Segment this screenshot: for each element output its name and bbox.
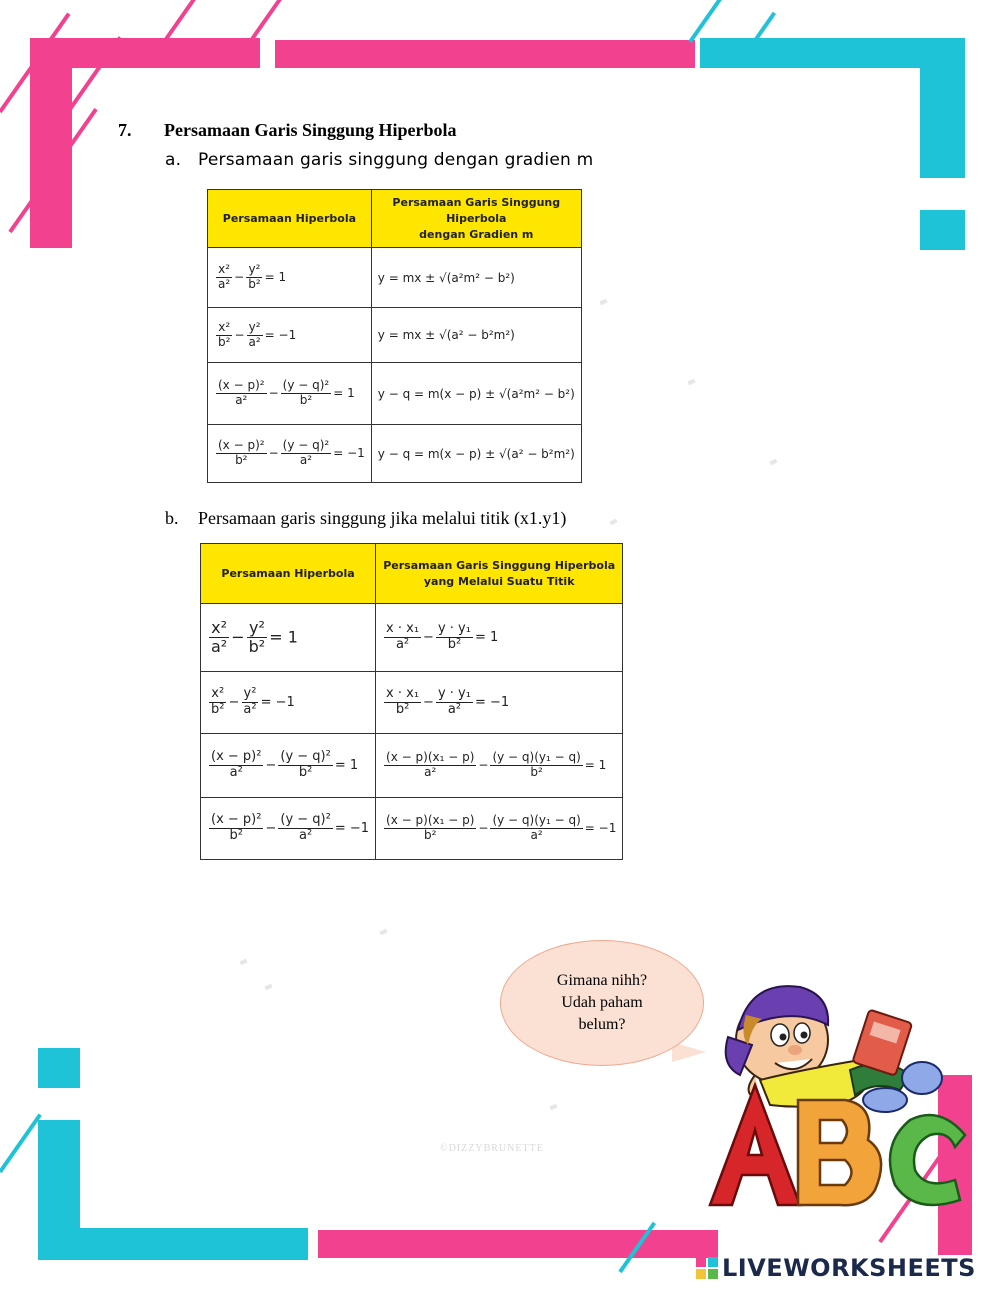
table-row: [201, 734, 623, 798]
frame-right-vertical-bar: [920, 38, 965, 178]
formula-tangent: $\frac{\text{x · x₁}}{\text{b²}}$ − $\frac{\text{y · y₁}}{\text{a²}}$ = −1: [376, 672, 623, 734]
speech-line-3: belum?: [578, 1016, 626, 1033]
table-row: [201, 604, 623, 672]
cartoon-boy-abc-illustration: [700, 975, 1000, 1240]
table-gradient-tangent: [207, 189, 582, 483]
confetti: [379, 929, 387, 936]
formula-hyperbola: $\frac{\text{x²}}{\text{a²}}$ − $\frac{\text{y²}}{\text{b²}}$ = 1: [201, 604, 376, 672]
frame-bottom-mid-bar: [318, 1230, 718, 1258]
table-b-header-col2-line2: yang Melalui Suatu Titik: [423, 574, 575, 588]
table-row: [208, 363, 582, 425]
formula-tangent: y = mx ± √(a² − b²m²): [371, 308, 581, 363]
formula-hyperbola: $\frac{\text{(x − p)²}}{\text{b²}}$ − $\frac{\text{(y − q)²}}{\text{a²}}$ = −1: [208, 425, 372, 483]
formula-tangent: y − q = m(x − p) ± √(a²m² − b²): [371, 363, 581, 425]
deco-stripe: [0, 1114, 42, 1174]
formula-tangent: y = mx ± √(a²m² − b²): [371, 248, 581, 308]
formula-hyperbola: $\frac{\text{x²}}{\text{a²}}$ − $\frac{\text{y²}}{\text{b²}}$ = 1: [208, 248, 372, 308]
deco-stripe: [688, 0, 726, 43]
subheading-a: [165, 150, 593, 170]
frame-right-square: [920, 210, 965, 250]
section-heading: [118, 120, 457, 141]
table-b-header-col1: Persamaan Hiperbola: [201, 544, 376, 604]
speech-line-2: Udah paham: [561, 994, 643, 1011]
frame-bottom-left-square: [38, 1048, 80, 1088]
table-row: [208, 425, 582, 483]
table-row: [208, 308, 582, 363]
table-a-header-col2-line1: Persamaan Garis Singgung Hiperbola: [392, 195, 561, 225]
section-number: 7.: [118, 120, 132, 140]
table-a-header-col2-line2: dengan Gradien m: [419, 227, 534, 241]
section-title: Persamaan Garis Singgung Hiperbola: [164, 120, 457, 140]
frame-left-vertical-bar: [30, 38, 72, 248]
subheading-a-text: Persamaan garis singgung dengan gradien m: [198, 150, 594, 170]
table-row: [208, 248, 582, 308]
table-a-header-col1: Persamaan Hiperbola: [208, 190, 372, 248]
confetti: [239, 959, 247, 966]
confetti: [687, 379, 695, 386]
brand-text: LIVEWORKSHEETS: [722, 1254, 976, 1282]
table-b-header-col2: [376, 544, 623, 604]
formula-tangent: $\frac{\text{(x − p)(x₁ − p)}}{\text{a²}}$ − $\frac{\text{(y − q)(y₁ − q)}}{\text{b²}}$ = 1: [376, 734, 623, 798]
table-point-tangent: [200, 543, 623, 860]
deco-stripe: [248, 0, 291, 43]
formula-tangent: $\frac{\text{(x − p)(x₁ − p)}}{\text{b²}}$ − $\frac{\text{(y − q)(y₁ − q)}}{\text{a²}}$ = −1: [376, 798, 623, 860]
table-row: [201, 672, 623, 734]
formula-hyperbola: $\frac{\text{(x − p)²}}{\text{a²}}$ − $\frac{\text{(y − q)²}}{\text{b²}}$ = 1: [208, 363, 372, 425]
watermark: ©DIZZYBRUNETTE: [440, 1143, 544, 1154]
frame-top-mid-bar: [275, 40, 695, 68]
logo-blocks-icon: [696, 1257, 718, 1279]
formula-hyperbola: $\frac{\text{(x − p)²}}{\text{a²}}$ − $\frac{\text{(y − q)²}}{\text{b²}}$ = 1: [201, 734, 376, 798]
confetti: [769, 459, 777, 466]
abc-letters-text: ABC: [850, 1225, 853, 1226]
formula-tangent: y − q = m(x − p) ± √(a² − b²m²): [371, 425, 581, 483]
subheading-b: [165, 508, 566, 529]
formula-hyperbola: $\frac{\text{x²}}{\text{b²}}$ − $\frac{\text{y²}}{\text{a²}}$ = −1: [201, 672, 376, 734]
formula-hyperbola: $\frac{\text{x²}}{\text{b²}}$ − $\frac{\text{y²}}{\text{a²}}$ = −1: [208, 308, 372, 363]
confetti: [264, 984, 272, 991]
confetti: [609, 519, 617, 526]
formula-hyperbola: $\frac{\text{(x − p)²}}{\text{b²}}$ − $\frac{\text{(y − q)²}}{\text{a²}}$ = −1: [201, 798, 376, 860]
subheading-a-label: a.: [165, 150, 182, 170]
confetti: [599, 299, 607, 306]
confetti: [549, 1104, 557, 1111]
table-b-header-col2-line1: Persamaan Garis Singgung Hiperbola: [383, 558, 616, 572]
liveworksheets-logo: [696, 1254, 976, 1282]
table-row: [201, 798, 623, 860]
frame-bottom-left-bar: [38, 1228, 308, 1260]
speech-bubble: [500, 940, 704, 1066]
subheading-b-label: b.: [165, 508, 179, 528]
speech-line-1: Gimana nihh?: [556, 972, 648, 989]
table-a-header-col2: [371, 190, 581, 248]
formula-tangent: $\frac{\text{x · x₁}}{\text{a²}}$ − $\frac{\text{y · y₁}}{\text{b²}}$ = 1: [376, 604, 623, 672]
subheading-b-text: Persamaan garis singgung jika melalui titik (x1.y1): [198, 508, 567, 528]
